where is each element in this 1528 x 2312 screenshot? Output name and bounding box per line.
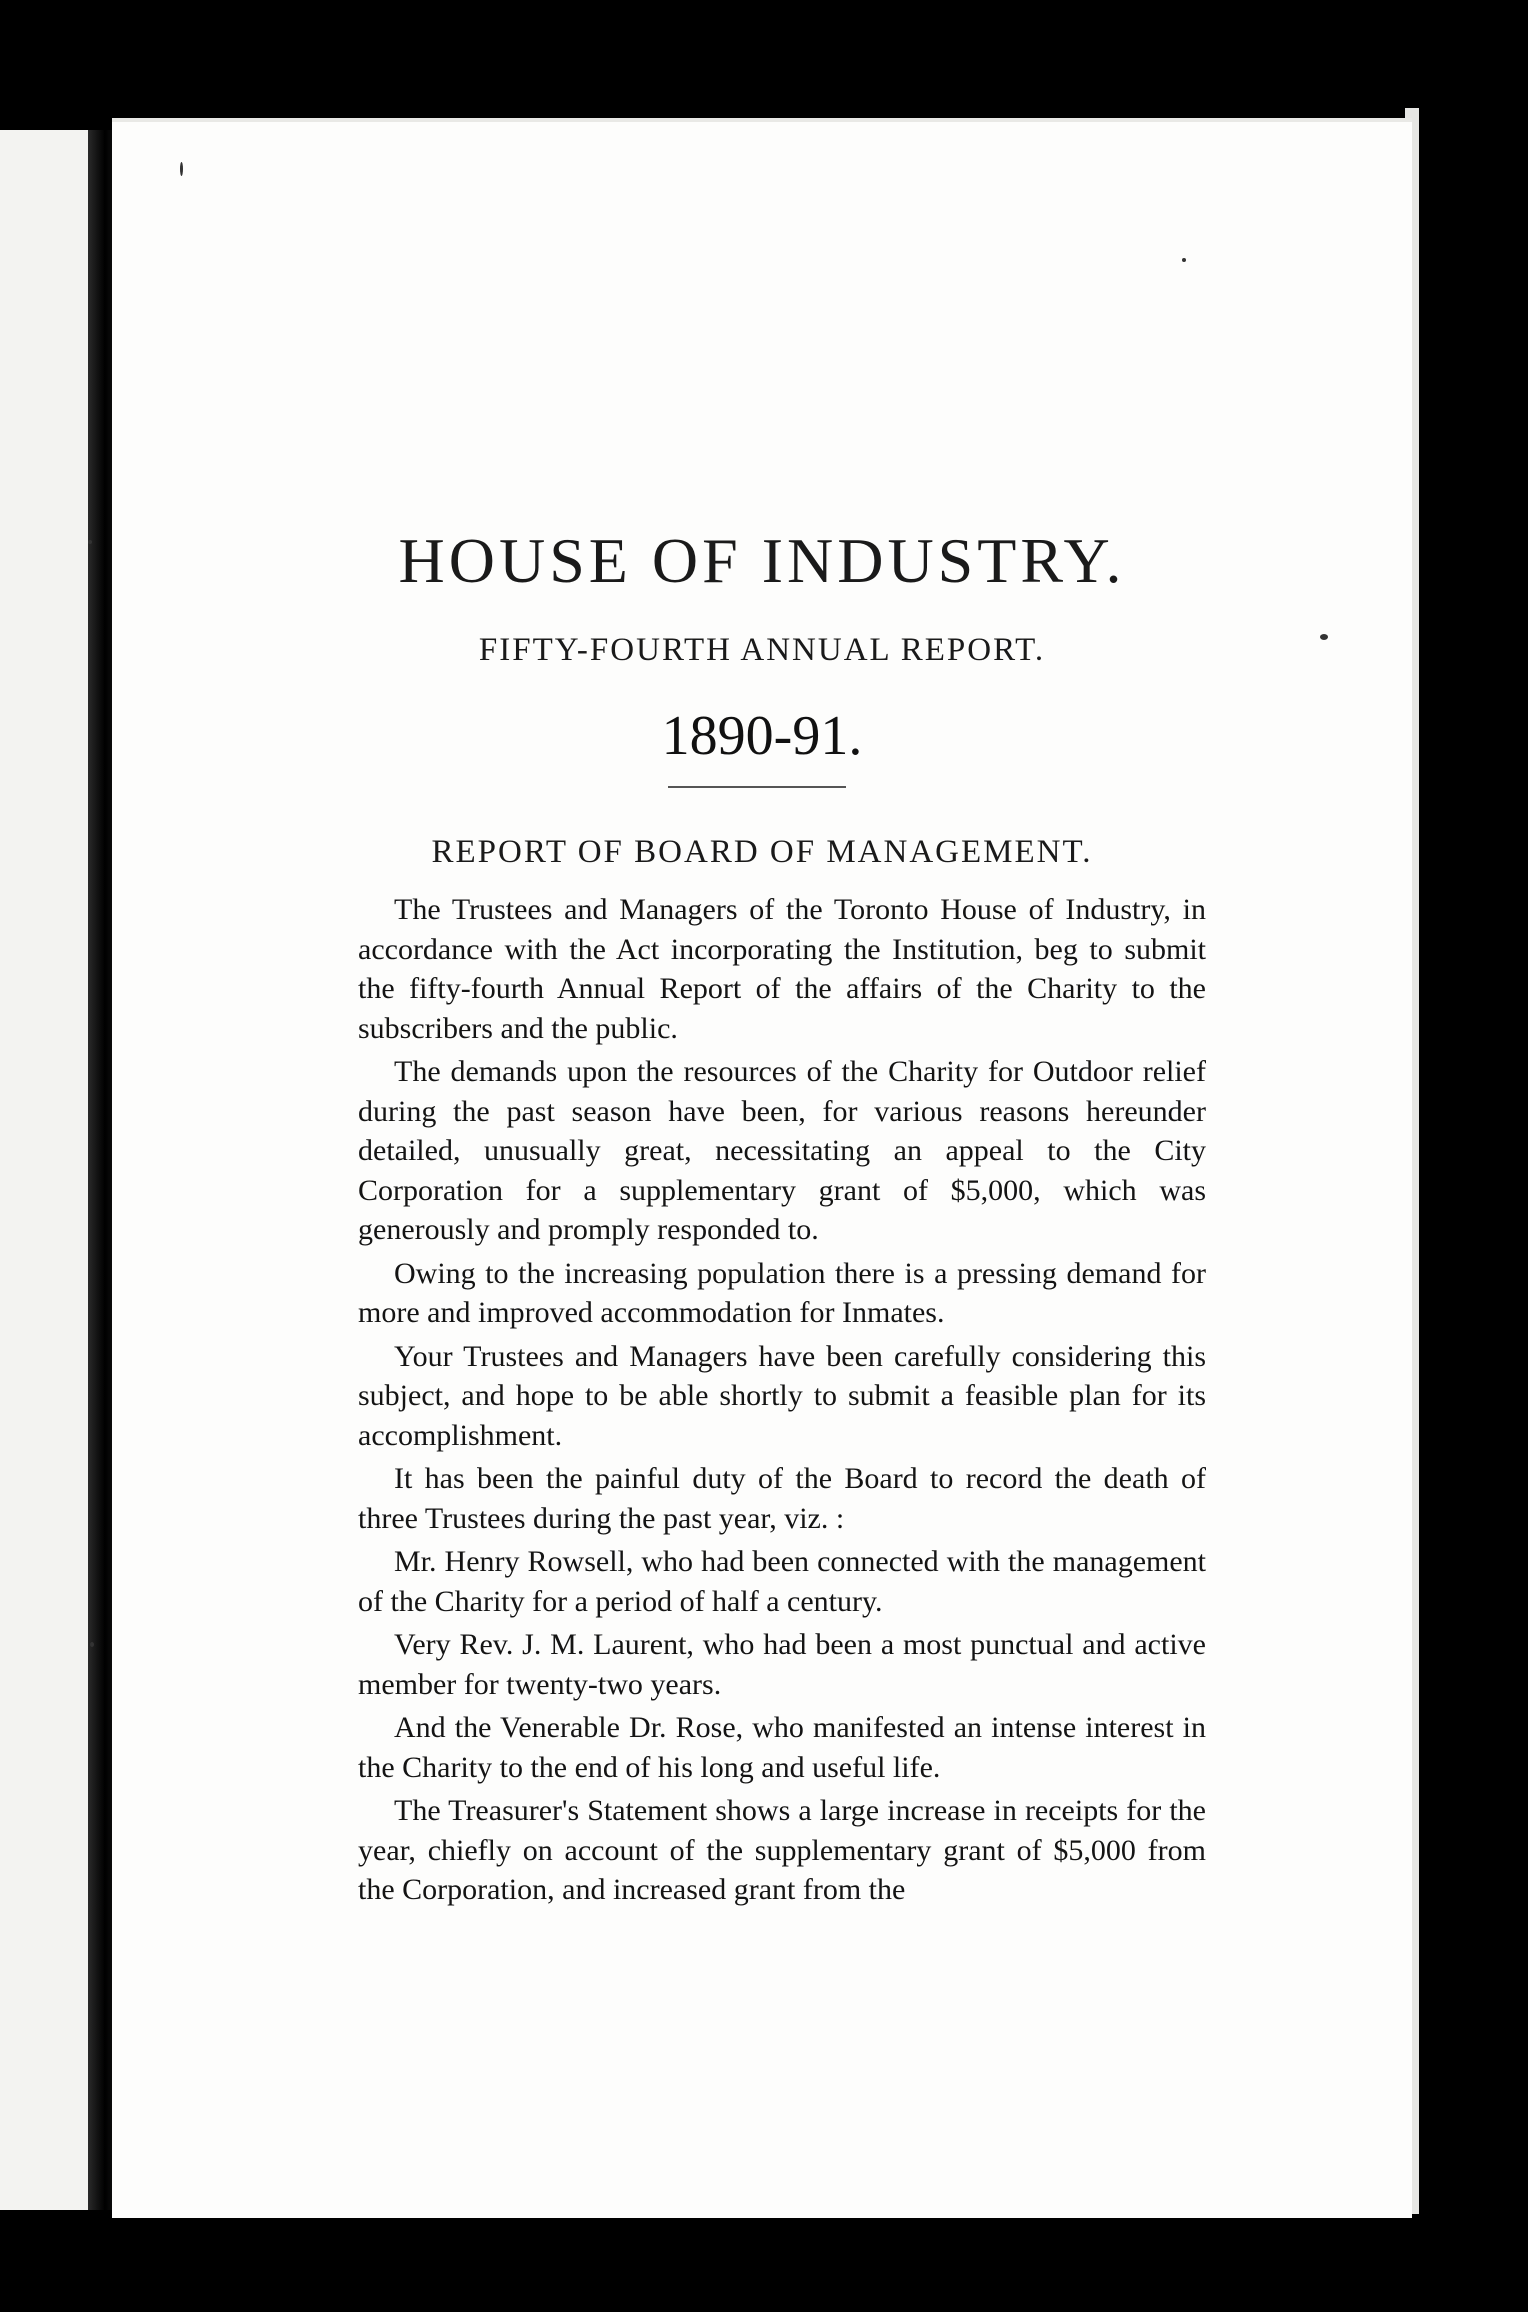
document-page [112,118,1412,2218]
paragraph: It has been the painful duty of the Board to record the death of three Trustees during the past year, viz. : [358,1462,1206,1535]
paper-speck [180,162,183,176]
paper-speck [1320,634,1328,640]
paper-speck [1182,258,1186,262]
section-heading: REPORT OF BOARD OF MANAGEMENT. [431,834,1093,870]
paragraph: And the Venerable Dr. Rose, who manifested an intense interest in the Charity to the end of his long and useful life. [358,1711,1206,1784]
divider-rule [668,786,846,788]
paragraph: The Treasurer's Statement shows a large increase in receipts for the year, chiefly on account of the supplementary grant of $5,000 from the Corporation, and increased grant from the [358,1794,1206,1906]
document-title: HOUSE OF INDUSTRY. [398,525,1126,596]
paragraph: Very Rev. J. M. Laurent, who had been a most punctual and active member for twenty-two years. [358,1628,1206,1701]
paragraph: The Trustees and Managers of the Toronto House of Industry, in accordance with the Act incorporating the Institution, beg to submit the fifty-fourth Annual Report of the affairs of the Charity to the subscribers and the public. [358,893,1206,1045]
document-subtitle: FIFTY-FOURTH ANNUAL REPORT. [478,632,1046,668]
report-year: 1890-91. [661,705,863,767]
paragraph: Owing to the increasing population there is a pressing demand for more and improved accommodation for Inmates. [358,1256,1206,1329]
paragraph: Your Trustees and Managers have been carefully considering this subject, and hope to be able shortly to submit a feasible plan for its accomplishment. [358,1339,1206,1452]
paragraph: Mr. Henry Rowsell, who had been connected with the management of the Charity for a period of half a century. [358,1545,1206,1618]
paper-speck [90,1642,94,1647]
report-body [358,890,1206,1914]
left-page-edge [0,130,96,2210]
paragraph: The demands upon the resources of the Charity for Outdoor relief during the past season have been, for various reasons hereunder detailed, unusually great, necessitating an appeal to the City Corporation for a supplementary grant of $5,000, which was generously and promply responded to. [358,1055,1206,1246]
paper-speck [88,540,92,544]
